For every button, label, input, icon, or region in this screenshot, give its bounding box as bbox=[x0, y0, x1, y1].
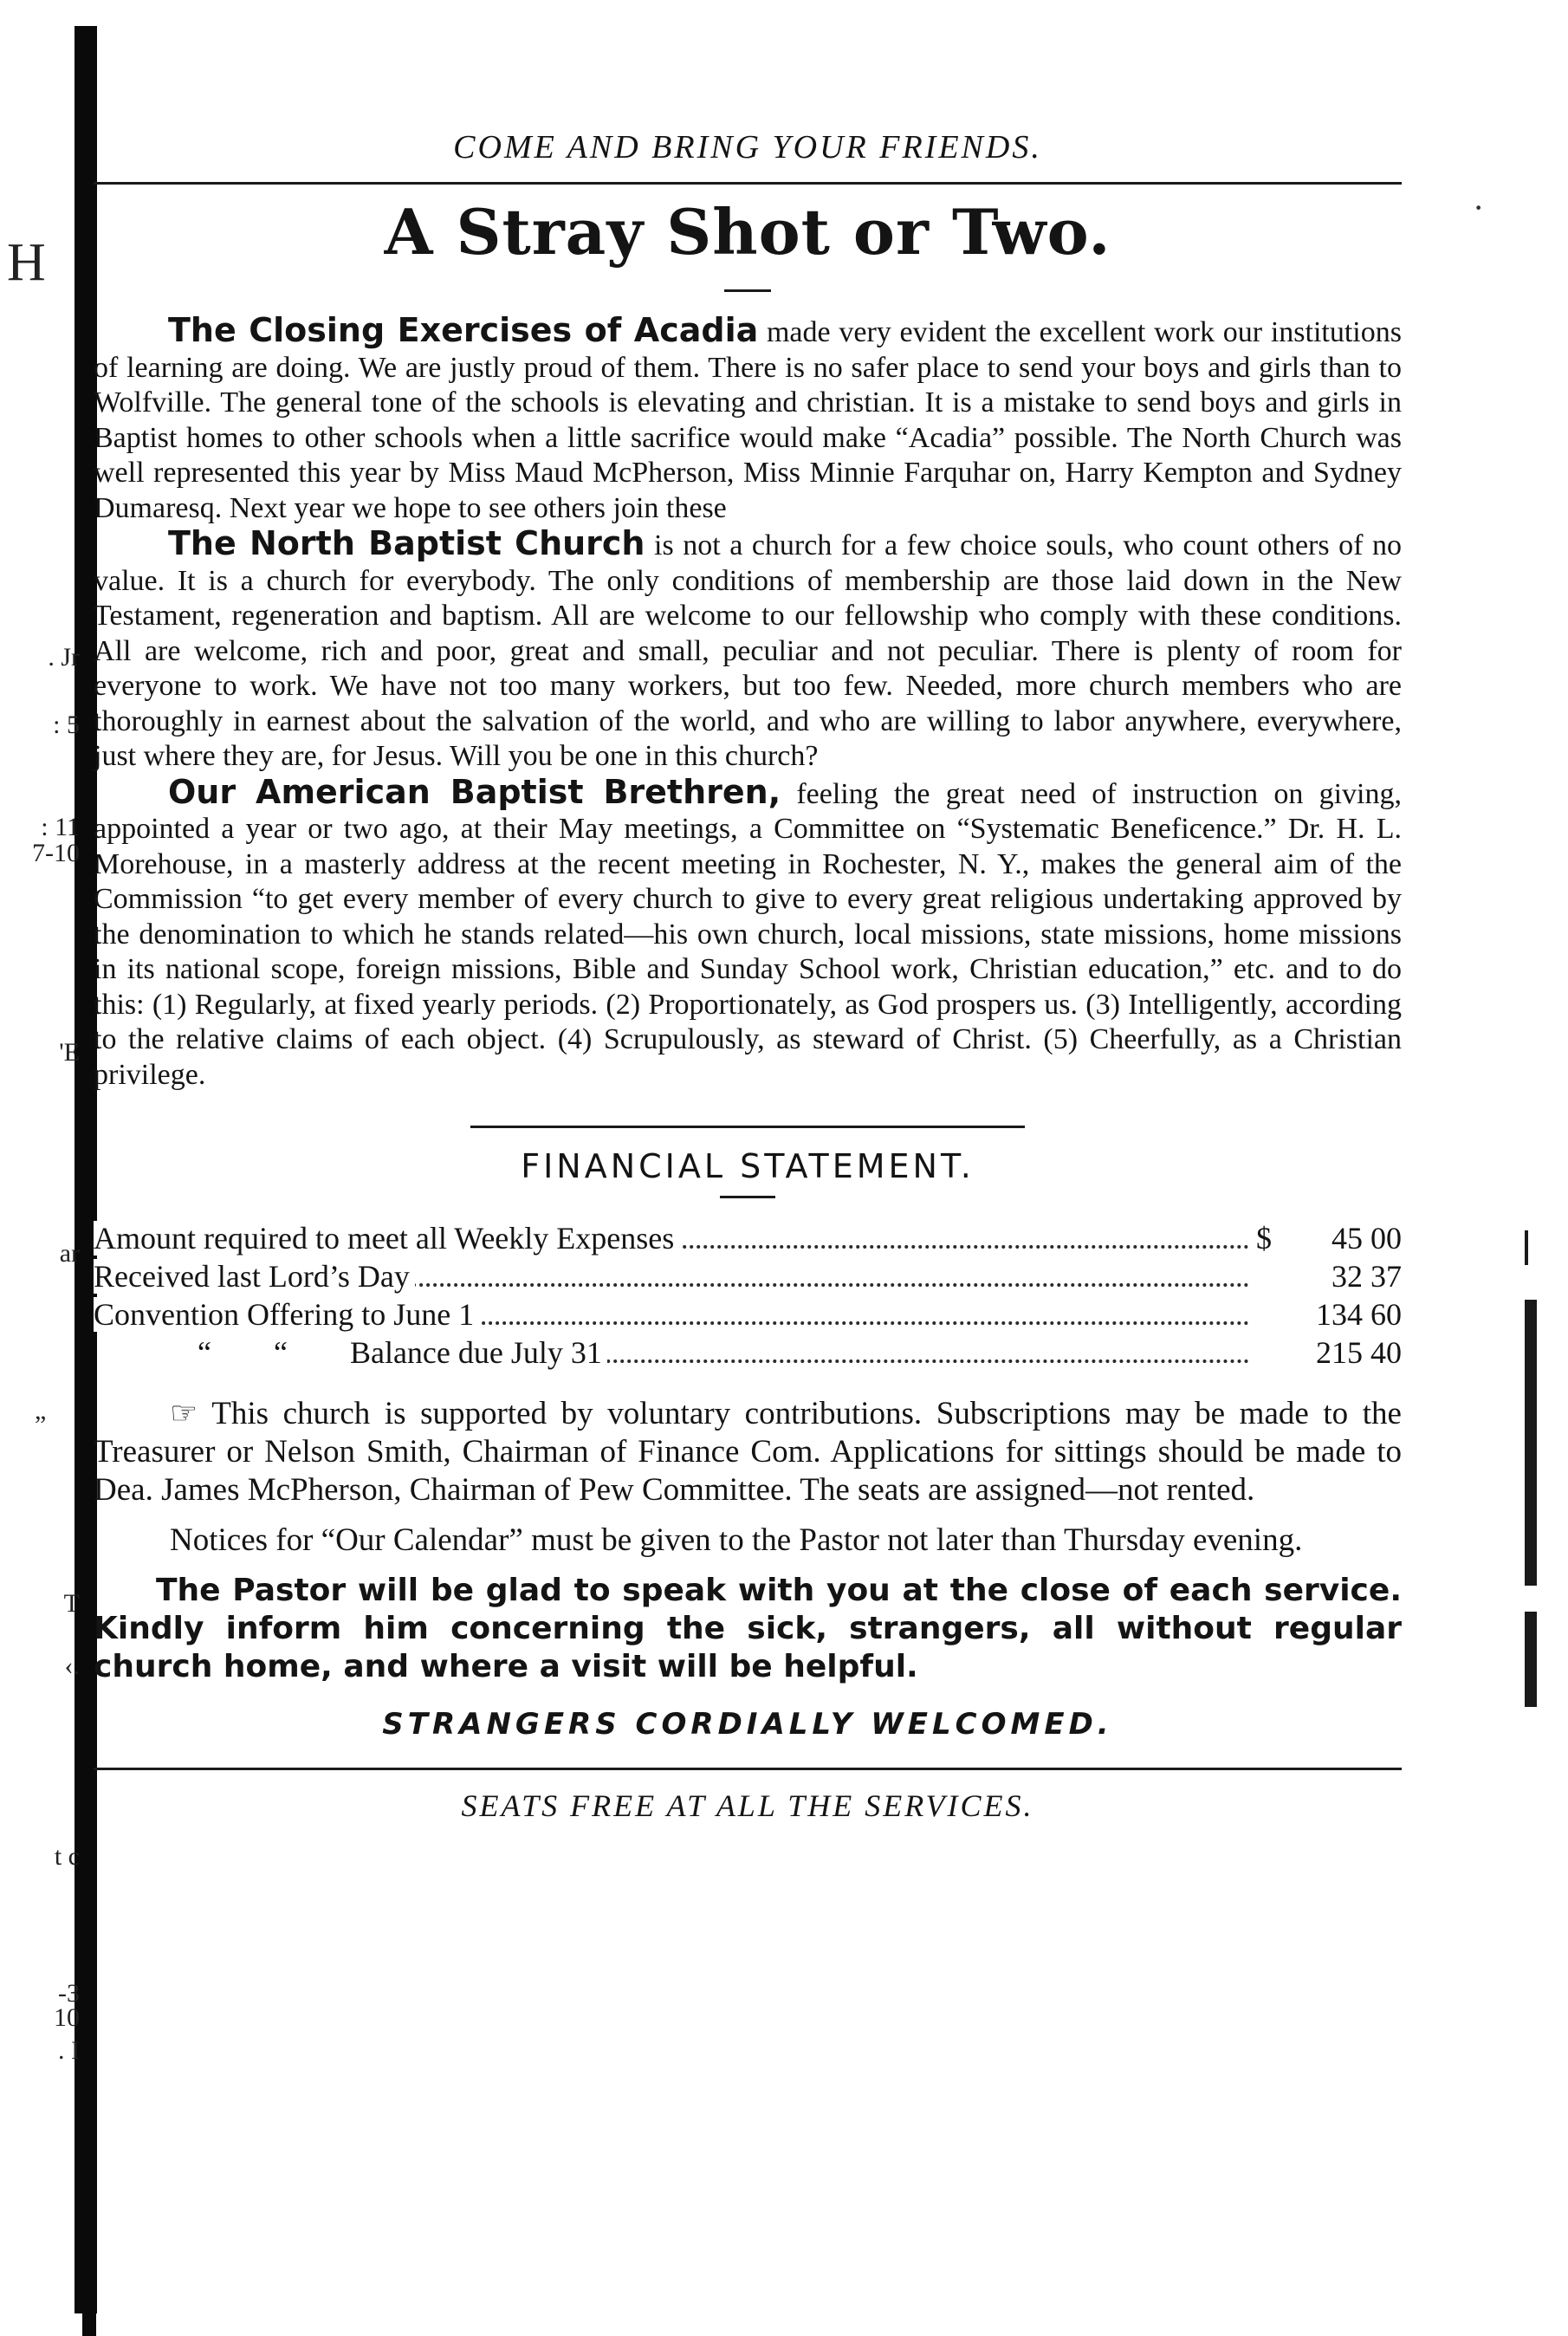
margin-fragment: -3 bbox=[58, 1979, 80, 2008]
paragraph-north-church bbox=[94, 526, 1402, 775]
row-amount: 45 00 bbox=[1332, 1221, 1402, 1256]
scan-artifact bbox=[1525, 1612, 1537, 1707]
row-currency bbox=[1249, 1295, 1272, 1333]
paragraph-american-brethren bbox=[94, 772, 1402, 1093]
margin-fragment: T bbox=[63, 1589, 80, 1618]
row-amount: 215 40 bbox=[1316, 1335, 1402, 1370]
margin-fragment: . Jr bbox=[48, 643, 80, 672]
margin-fragment: : 5 bbox=[53, 711, 80, 739]
row-amount: 134 60 bbox=[1316, 1297, 1402, 1332]
title-rule bbox=[724, 289, 771, 292]
running-header: COME AND BRING YOUR FRIENDS. bbox=[453, 129, 1042, 165]
paragraph-lead: Our American Baptist Brethren, bbox=[168, 772, 781, 811]
row-label: Received last Lord’s Day bbox=[94, 1257, 1249, 1295]
scan-mark: · bbox=[1473, 188, 1485, 227]
pastor-note: The Pastor will be glad to speak with you at the close of each service. Kindly inform him concerning the sick, strangers, all without regular church home, and where a visit will be helpful. bbox=[94, 1573, 1402, 1684]
financial-title: FINANCIAL STATEMENT. bbox=[521, 1147, 975, 1185]
table-row bbox=[94, 1257, 1402, 1295]
row-currency bbox=[1249, 1333, 1272, 1372]
financial-table bbox=[94, 1219, 1402, 1372]
paragraph-text: made very evident the excellent work our institutions of learning are doing. We are justly proud of them. There is no safer place to send your boys and girls than to Wolfville. The general tone of the schools is elevating and christian. It is a mistake to send boys and girls in Baptist homes to other schools when a little sacrifice would make “Acadia” possible. The North Church was well represented this year by Miss Maud McPherson, Miss Minnie Farquhar on, Harry Kempton and Sydney Dumaresq. Next year we hope to see others join these bbox=[94, 316, 1402, 524]
margin-fragment: 10 bbox=[54, 2003, 80, 2032]
margin-fragment: 'E bbox=[59, 1038, 80, 1067]
table-row bbox=[94, 1219, 1402, 1257]
calendar-notice: Notices for “Our Calendar” must be given to the Pastor not later than Thursday evening. bbox=[170, 1522, 1303, 1558]
row-currency bbox=[1249, 1257, 1272, 1295]
page-title: A Stray Shot or Two. bbox=[384, 195, 1111, 269]
financial-rule bbox=[470, 1126, 1025, 1128]
margin-fragment: ” bbox=[35, 1411, 47, 1439]
row-currency: $ bbox=[1256, 1221, 1272, 1256]
margin-fragment: 7-10 bbox=[32, 839, 80, 867]
footer-rule bbox=[94, 1768, 1402, 1770]
row-label: Amount required to meet all Weekly Expenses bbox=[94, 1219, 1249, 1257]
welcome-line: STRANGERS CORDIALLY WELCOMED. bbox=[382, 1707, 1113, 1742]
page bbox=[94, 104, 1402, 1824]
margin-fragment: H bbox=[7, 233, 46, 292]
support-paragraph bbox=[94, 1394, 1402, 1509]
paragraph-lead: The Closing Exercises of Acadia bbox=[168, 311, 759, 349]
paragraph-text: is not a church for a few choice souls, who count others of no value. It is a church for everybody. The only conditions of membership are those laid down in the New Testament, regeneration and baptism. All are welcome to our fellowship who comply with these conditions. All are welcome, rich and poor, great and small, peculiar and not peculiar. There is plenty of room for everyone to work. We have not too many workers, but too few. Needed, more church members who are thoroughly in earnest about the salvation of the world, and who are willing to labor anywhere, everywhere, just where they are, for Jesus. Will you be one in this church? bbox=[94, 529, 1402, 772]
paragraph-lead: The North Baptist Church bbox=[168, 524, 645, 562]
table-row bbox=[94, 1333, 1402, 1372]
financial-short-rule bbox=[720, 1196, 775, 1198]
margin-fragment: ‹. bbox=[64, 1651, 80, 1680]
margin-fragment: . I bbox=[58, 2036, 80, 2065]
footer: SEATS FREE AT ALL THE SERVICES. bbox=[461, 1788, 1034, 1823]
paragraph-text: feeling the great need of instruction on giving, appointed a year or two ago, at their May meetings, a Committee on “Systematic Beneficence.” Dr. H. L. Morehouse, in a masterly address at the recent meeting in Rochester, N. Y., makes the general aim of the Commission “to get every member of every church to give to every great religious undertaking approved by the denomination to which he stands related—his own church, local missions, state missions, home missions in its national scope, foreign missions, Bible and Sunday School work, Christian education,” etc. and to do this: (1) Regularly, at fixed yearly periods. (2) Proportionately, as God prospers us. (3) Intelligently, according to the relative claims of each object. (4) Scrupulously, as steward of Christ. (5) Cheerfully, as a Christian privilege. bbox=[94, 777, 1402, 1091]
margin-fragment: : 11 bbox=[41, 813, 80, 841]
header-rule bbox=[94, 182, 1402, 185]
scan-artifact bbox=[1525, 1230, 1528, 1265]
margin-fragment: t c bbox=[54, 1842, 80, 1871]
margin-fragment: ar bbox=[59, 1239, 80, 1268]
pointing-hand-icon: ☞ bbox=[170, 1396, 198, 1431]
scan-artifact bbox=[1525, 1300, 1537, 1586]
row-amount: 32 37 bbox=[1332, 1259, 1402, 1294]
row-label: Convention Offering to June 1 bbox=[94, 1295, 1249, 1333]
paragraph-acadia bbox=[94, 313, 1402, 526]
support-text: This church is supported by voluntary contributions. Subscriptions may be made to the Treasurer or Nelson Smith, Chairman of Finance Com. Applications for sittings should be made to Dea. James McPherson, Chairman of Pew Committee. The seats are assigned—not rented. bbox=[94, 1396, 1402, 1508]
binding-spine-lower bbox=[82, 2270, 96, 2336]
table-row bbox=[94, 1295, 1402, 1333]
row-label: “ “ Balance due July 31 bbox=[94, 1333, 1249, 1372]
